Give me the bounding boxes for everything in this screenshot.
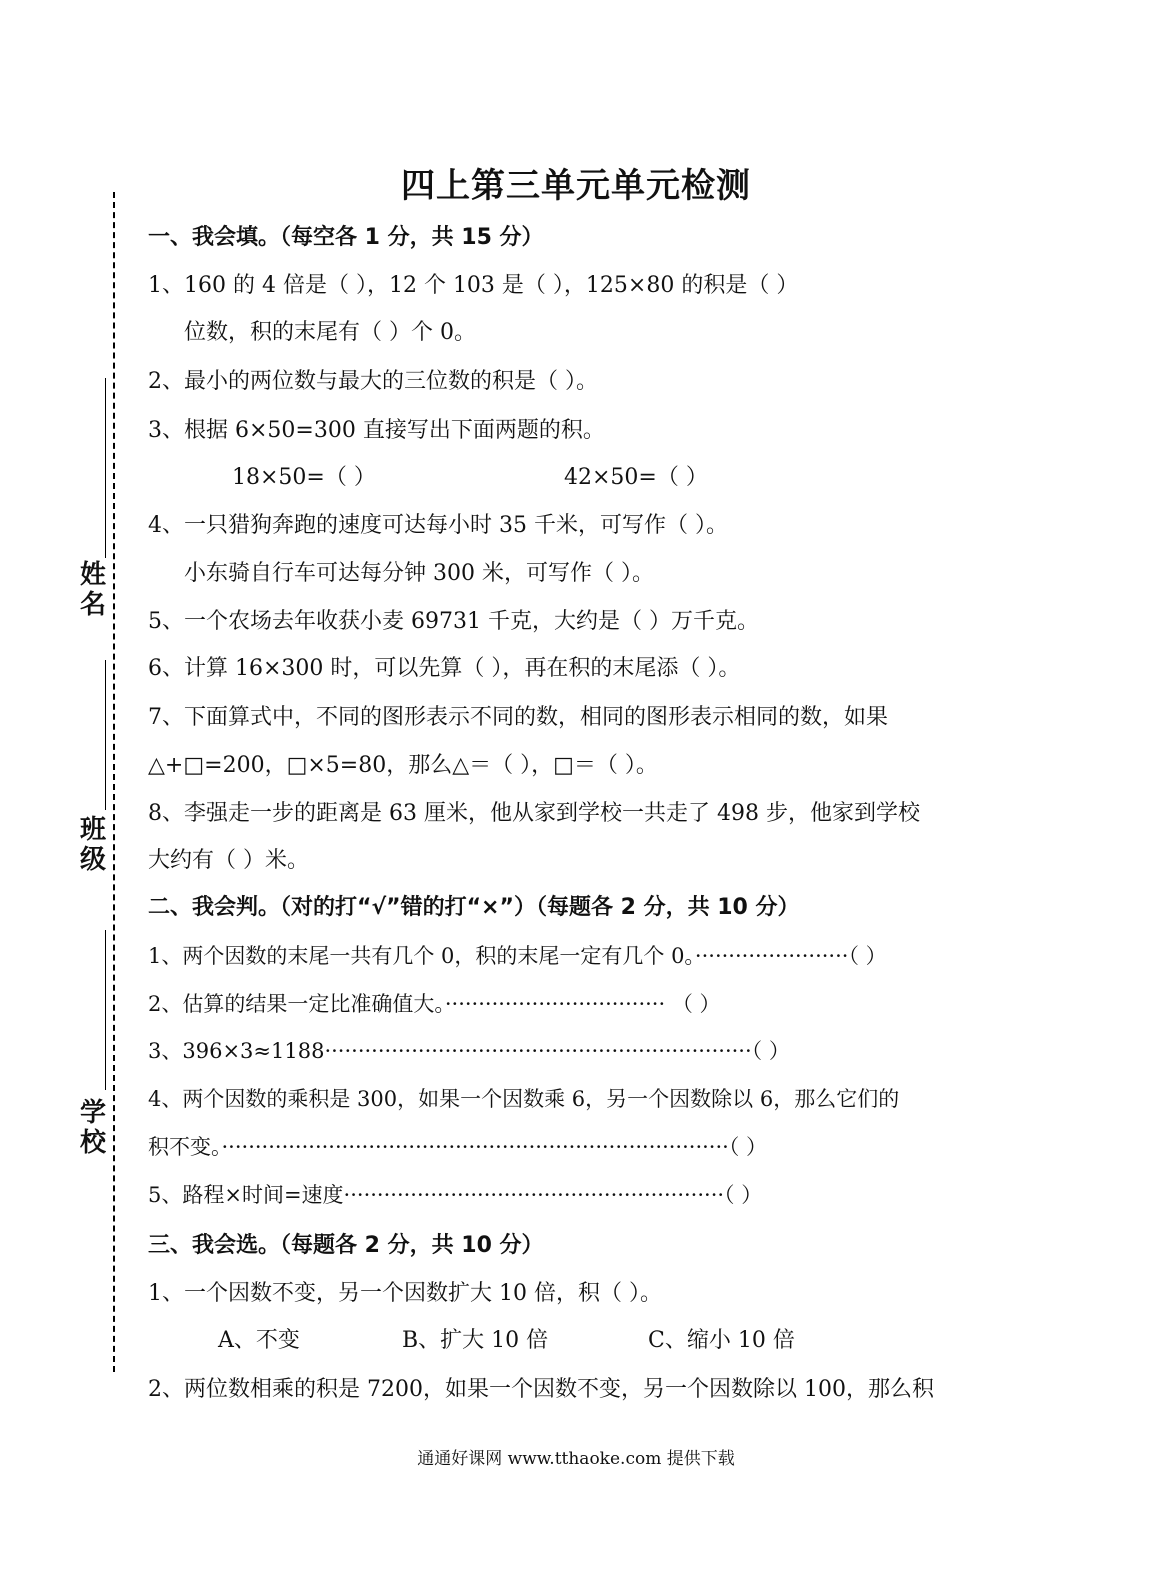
judge-line: 1、两个因数的末尾一共有几个 0，积的末尾一定有几个 0。·······················（ ） bbox=[148, 944, 887, 968]
question-line: 位数，积的末尾有（ ）个 0。 bbox=[184, 320, 476, 345]
question-line: 3、根据 6×50=300 直接写出下面两题的积。 bbox=[148, 418, 605, 443]
footer-credit: 通通好课网 www.tthaoke.com 提供下载 bbox=[417, 1449, 735, 1469]
question-line: 8、李强走一步的距离是 63 厘米，他从家到学校一共走了 498 步，他家到学校 bbox=[148, 801, 920, 826]
class-underline bbox=[105, 660, 106, 810]
name-label: 姓名 bbox=[79, 560, 106, 620]
school-label: 学校 bbox=[79, 1098, 106, 1158]
section-2-heading: 二、我会判。（对的打“√”错的打“×”）（每题各 2 分，共 10 分） bbox=[148, 895, 800, 920]
judge-line: 3、396×3≈1188································································（ ） bbox=[148, 1039, 790, 1063]
question-line: 18×50=（ ） bbox=[232, 465, 376, 490]
judge-line: 积不变。············································································（ ） bbox=[148, 1135, 767, 1159]
question-line: 42×50=（ ） bbox=[564, 465, 708, 490]
option-c: C、缩小 10 倍 bbox=[648, 1328, 795, 1353]
school-underline bbox=[105, 930, 106, 1090]
question-line: 4、一只猎狗奔跑的速度可达每小时 35 千米，可写作（ ）。 bbox=[148, 513, 728, 538]
question-line: 7、下面算式中，不同的图形表示不同的数，相同的图形表示相同的数，如果 bbox=[148, 705, 888, 730]
binding-dashed-line bbox=[113, 192, 115, 1372]
name-underline bbox=[105, 378, 106, 558]
question-line: 1、一个因数不变，另一个因数扩大 10 倍，积（ ）。 bbox=[148, 1281, 662, 1306]
question-line: 1、160 的 4 倍是（ ），12 个 103 是（ ），125×80 的积是（ ） bbox=[148, 273, 799, 298]
option-b: B、扩大 10 倍 bbox=[402, 1328, 549, 1353]
question-line: 大约有（ ）米。 bbox=[148, 848, 309, 873]
section-3-heading: 三、我会选。（每题各 2 分，共 10 分） bbox=[148, 1233, 544, 1258]
class-label: 班级 bbox=[79, 815, 106, 875]
judge-line: 2、估算的结果一定比准确值大。································· （ ） bbox=[148, 992, 721, 1016]
question-line: 6、计算 16×300 时，可以先算（ ），再在积的末尾添（ ）。 bbox=[148, 656, 741, 681]
question-line: 2、两位数相乘的积是 7200，如果一个因数不变，另一个因数除以 100，那么积 bbox=[148, 1377, 934, 1402]
judge-line: 5、路程×时间=速度·························································（ ） bbox=[148, 1183, 763, 1207]
option-a: A、不变 bbox=[218, 1328, 300, 1353]
question-line: 小东骑自行车可达每分钟 300 米，可写作（ ）。 bbox=[184, 561, 654, 586]
question-line: 5、一个农场去年收获小麦 69731 千克，大约是（ ）万千克。 bbox=[148, 609, 759, 634]
section-1-heading: 一、我会填。（每空各 1 分，共 15 分） bbox=[148, 225, 544, 250]
judge-line: 4、两个因数的乘积是 300，如果一个因数乘 6，另一个因数除以 6，那么它们的 bbox=[148, 1087, 900, 1111]
page-title: 四上第三单元单元检测 bbox=[401, 166, 751, 206]
question-line: 2、最小的两位数与最大的三位数的积是（ ）。 bbox=[148, 369, 598, 394]
question-line: △+□=200，□×5=80，那么△＝（ ），□＝（ ）。 bbox=[148, 753, 658, 778]
